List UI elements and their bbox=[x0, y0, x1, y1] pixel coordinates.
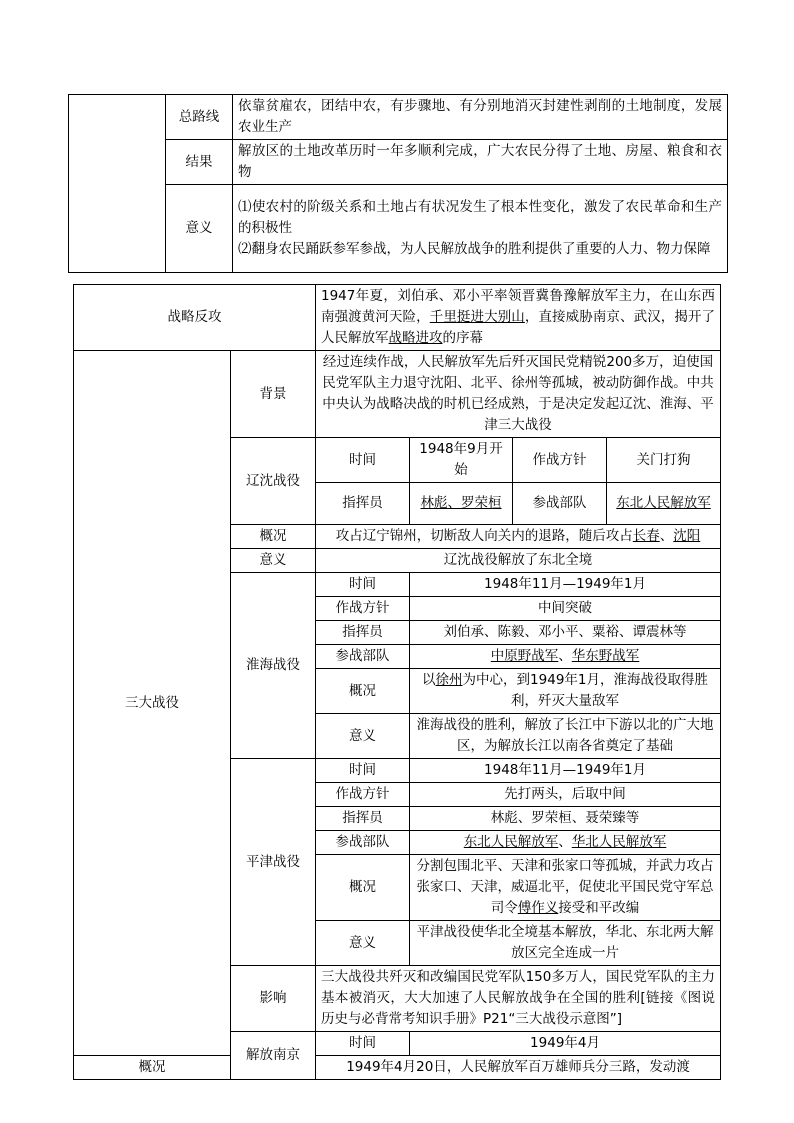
beijing-label: 背景 bbox=[231, 351, 316, 438]
huaihai-policy: 中间突破 bbox=[410, 597, 721, 621]
nanjing-label: 解放南京 bbox=[231, 1032, 316, 1080]
row-label-jieguo: 结果 bbox=[166, 140, 233, 185]
zhanlue-text-2: ，直接威胁南京、武汉，揭开了人民解放军 bbox=[321, 309, 716, 346]
huaihai-gk-post: 为中心，到1949年1月，淮海战役取得胜利，歼灭大量敌军 bbox=[462, 672, 708, 709]
liaoshen-troop-text: 东北人民解放军 bbox=[616, 495, 711, 511]
zhanlue-text-3: 的序幕 bbox=[442, 330, 483, 346]
yiyi-point-1: ⑴使农村的阶级关系和土地占有状况发生了根本性变化，激发了农民革命和生产的积极性 bbox=[238, 199, 722, 236]
huaihai-gk-u: 徐州 bbox=[435, 672, 463, 688]
liaoshen-troop-label: 参战部队 bbox=[513, 483, 607, 525]
liaoshen-cmd-text: 林彪、罗荣桓 bbox=[420, 495, 502, 511]
nanjing-gk-label: 概况 bbox=[74, 1056, 231, 1080]
liaoshen-policy-label: 作战方针 bbox=[513, 438, 607, 483]
liaoshen-policy: 关门打狗 bbox=[607, 438, 721, 483]
pingjin-troop-u2: 华北人民解放军 bbox=[571, 834, 667, 850]
zhanlue-label: 战略反攻 bbox=[74, 285, 316, 351]
jieguo-content: 解放区的土地改革历时一年多顺利完成，广大农民分得了土地、房屋、粮食和衣物 bbox=[233, 140, 728, 185]
zhanlue-underline-1: 千里挺进大别山 bbox=[429, 309, 525, 325]
huaihai-yy-label: 意义 bbox=[316, 714, 410, 759]
huaihai-cmd: 刘伯承、陈毅、邓小平、粟裕、谭震林等 bbox=[410, 621, 721, 645]
liaoshen-gk bbox=[316, 525, 721, 549]
nanjing-time: 1949年4月 bbox=[410, 1032, 721, 1056]
zhanlue-underline-2: 战略进攻 bbox=[388, 330, 443, 346]
liaoshen-cmd-label: 指挥员 bbox=[316, 483, 410, 525]
pingjin-policy-label: 作战方针 bbox=[316, 783, 410, 807]
pingjin-gk-post: 接受和平改编 bbox=[558, 900, 640, 916]
huaihai-cmd-label: 指挥员 bbox=[316, 621, 410, 645]
pingjin-time-label: 时间 bbox=[316, 759, 410, 783]
huaihai-gk bbox=[410, 669, 721, 714]
row-label-yiyi: 意义 bbox=[166, 185, 233, 273]
land-reform-table bbox=[68, 94, 728, 273]
pingjin-cmd: 林彪、罗荣桓、聂荣臻等 bbox=[410, 807, 721, 831]
liaoshen-cmd bbox=[410, 483, 513, 525]
liaoshen-troop bbox=[607, 483, 721, 525]
huaihai-gk-pre: 以 bbox=[422, 672, 436, 688]
huaihai-troop-u1: 中原野战军 bbox=[490, 648, 559, 664]
pingjin-troop bbox=[410, 831, 721, 855]
huaihai-troop bbox=[410, 645, 721, 669]
liaoshen-yy: 辽沈战役解放了东北全境 bbox=[316, 549, 721, 573]
empty-topic-cell bbox=[69, 95, 166, 273]
liberation-war-table bbox=[73, 284, 721, 1080]
pingjin-gk-pre: 分割包围北平、天津和张家口等孤城，并武力攻占张家口、天津，威逼北平，促使北平国民党守军总司令 bbox=[416, 858, 714, 916]
liaoshen-time-label: 时间 bbox=[316, 438, 410, 483]
nanjing-time-label: 时间 bbox=[316, 1032, 410, 1056]
pingjin-troop-sep: 、 bbox=[558, 834, 572, 850]
pingjin-yy: 平津战役使华北全境基本解放，华北、东北两大解放区完全连成一片 bbox=[410, 921, 721, 966]
huaihai-time-label: 时间 bbox=[316, 573, 410, 597]
yiyi-content bbox=[233, 185, 728, 273]
huaihai-time: 1948年11月—1949年1月 bbox=[410, 573, 721, 597]
sanda-label: 三大战役 bbox=[74, 351, 231, 1056]
liaoshen-yy-label: 意义 bbox=[231, 549, 316, 573]
liaoshen-gk-sep: 、 bbox=[659, 528, 674, 544]
huaihai-troop-sep: 、 bbox=[558, 648, 572, 664]
pingjin-gk bbox=[410, 855, 721, 921]
pingjin-gk-label: 概况 bbox=[316, 855, 410, 921]
huaihai-policy-label: 作战方针 bbox=[316, 597, 410, 621]
yiyi-point-2: ⑵翻身农民踊跃参军参战，为人民解放战争的胜利提供了重要的人力、物力保障 bbox=[238, 241, 711, 257]
liaoshen-gk-u1: 长春 bbox=[632, 528, 660, 544]
liaoshen-label: 辽沈战役 bbox=[231, 438, 316, 525]
pingjin-label: 平津战役 bbox=[231, 759, 316, 966]
zhanlue-content bbox=[316, 285, 721, 351]
huaihai-gk-label: 概况 bbox=[316, 669, 410, 714]
row-label-zongluxian: 总路线 bbox=[166, 95, 233, 140]
liaoshen-gk-u2: 沈阳 bbox=[673, 528, 701, 544]
huaihai-yy: 淮海战役的胜利，解放了长江中下游以北的广大地区，为解放长江以南各省奠定了基础 bbox=[410, 714, 721, 759]
huaihai-label: 淮海战役 bbox=[231, 573, 316, 759]
yingxiang-label: 影响 bbox=[231, 966, 316, 1032]
liaoshen-gk-label: 概况 bbox=[231, 525, 316, 549]
zongluxian-content: 依靠贫雇农，团结中农，有步骤地、有分别地消灭封建性剥削的土地制度，发展农业生产 bbox=[233, 95, 728, 140]
yingxiang-content: 三大战役共歼灭和改编国民党军队150多万人，国民党军队的主力基本被消灭，大大加速了人民解放战争在全国的胜利[链接《图说历史与必背常考知识手册》P21“三大战役示意图”] bbox=[316, 966, 721, 1032]
huaihai-troop-label: 参战部队 bbox=[316, 645, 410, 669]
pingjin-cmd-label: 指挥员 bbox=[316, 807, 410, 831]
beijing-content: 经过连续作战，人民解放军先后歼灭国民党精锐200多万，迫使国民党军队主力退守沈阳、北平、徐州等孤城，被动防御作战。中共中央认为战略决战的时机已经成熟，于是决定发起辽沈、淮海、平津三大战役 bbox=[316, 351, 721, 438]
pingjin-troop-label: 参战部队 bbox=[316, 831, 410, 855]
liaoshen-gk-text: 攻占辽宁锦州，切断敌人向关内的退路，随后攻占 bbox=[335, 528, 633, 544]
zhanlue-text-1: 1947年夏，刘伯承、邓小平率领晋冀鲁豫解放军主力，在山东西南强渡黄河天险， bbox=[321, 288, 716, 325]
pingjin-yy-label: 意义 bbox=[316, 921, 410, 966]
liaoshen-time: 1948年9月开始 bbox=[410, 438, 513, 483]
pingjin-time: 1948年11月—1949年1月 bbox=[410, 759, 721, 783]
pingjin-troop-u1: 东北人民解放军 bbox=[463, 834, 559, 850]
huaihai-troop-u2: 华东野战军 bbox=[571, 648, 640, 664]
nanjing-gk: 1949年4月20日，人民解放军百万雄师兵分三路，发动渡 bbox=[316, 1056, 721, 1080]
pingjin-policy: 先打两头，后取中间 bbox=[410, 783, 721, 807]
pingjin-gk-u: 傅作义 bbox=[517, 900, 559, 916]
